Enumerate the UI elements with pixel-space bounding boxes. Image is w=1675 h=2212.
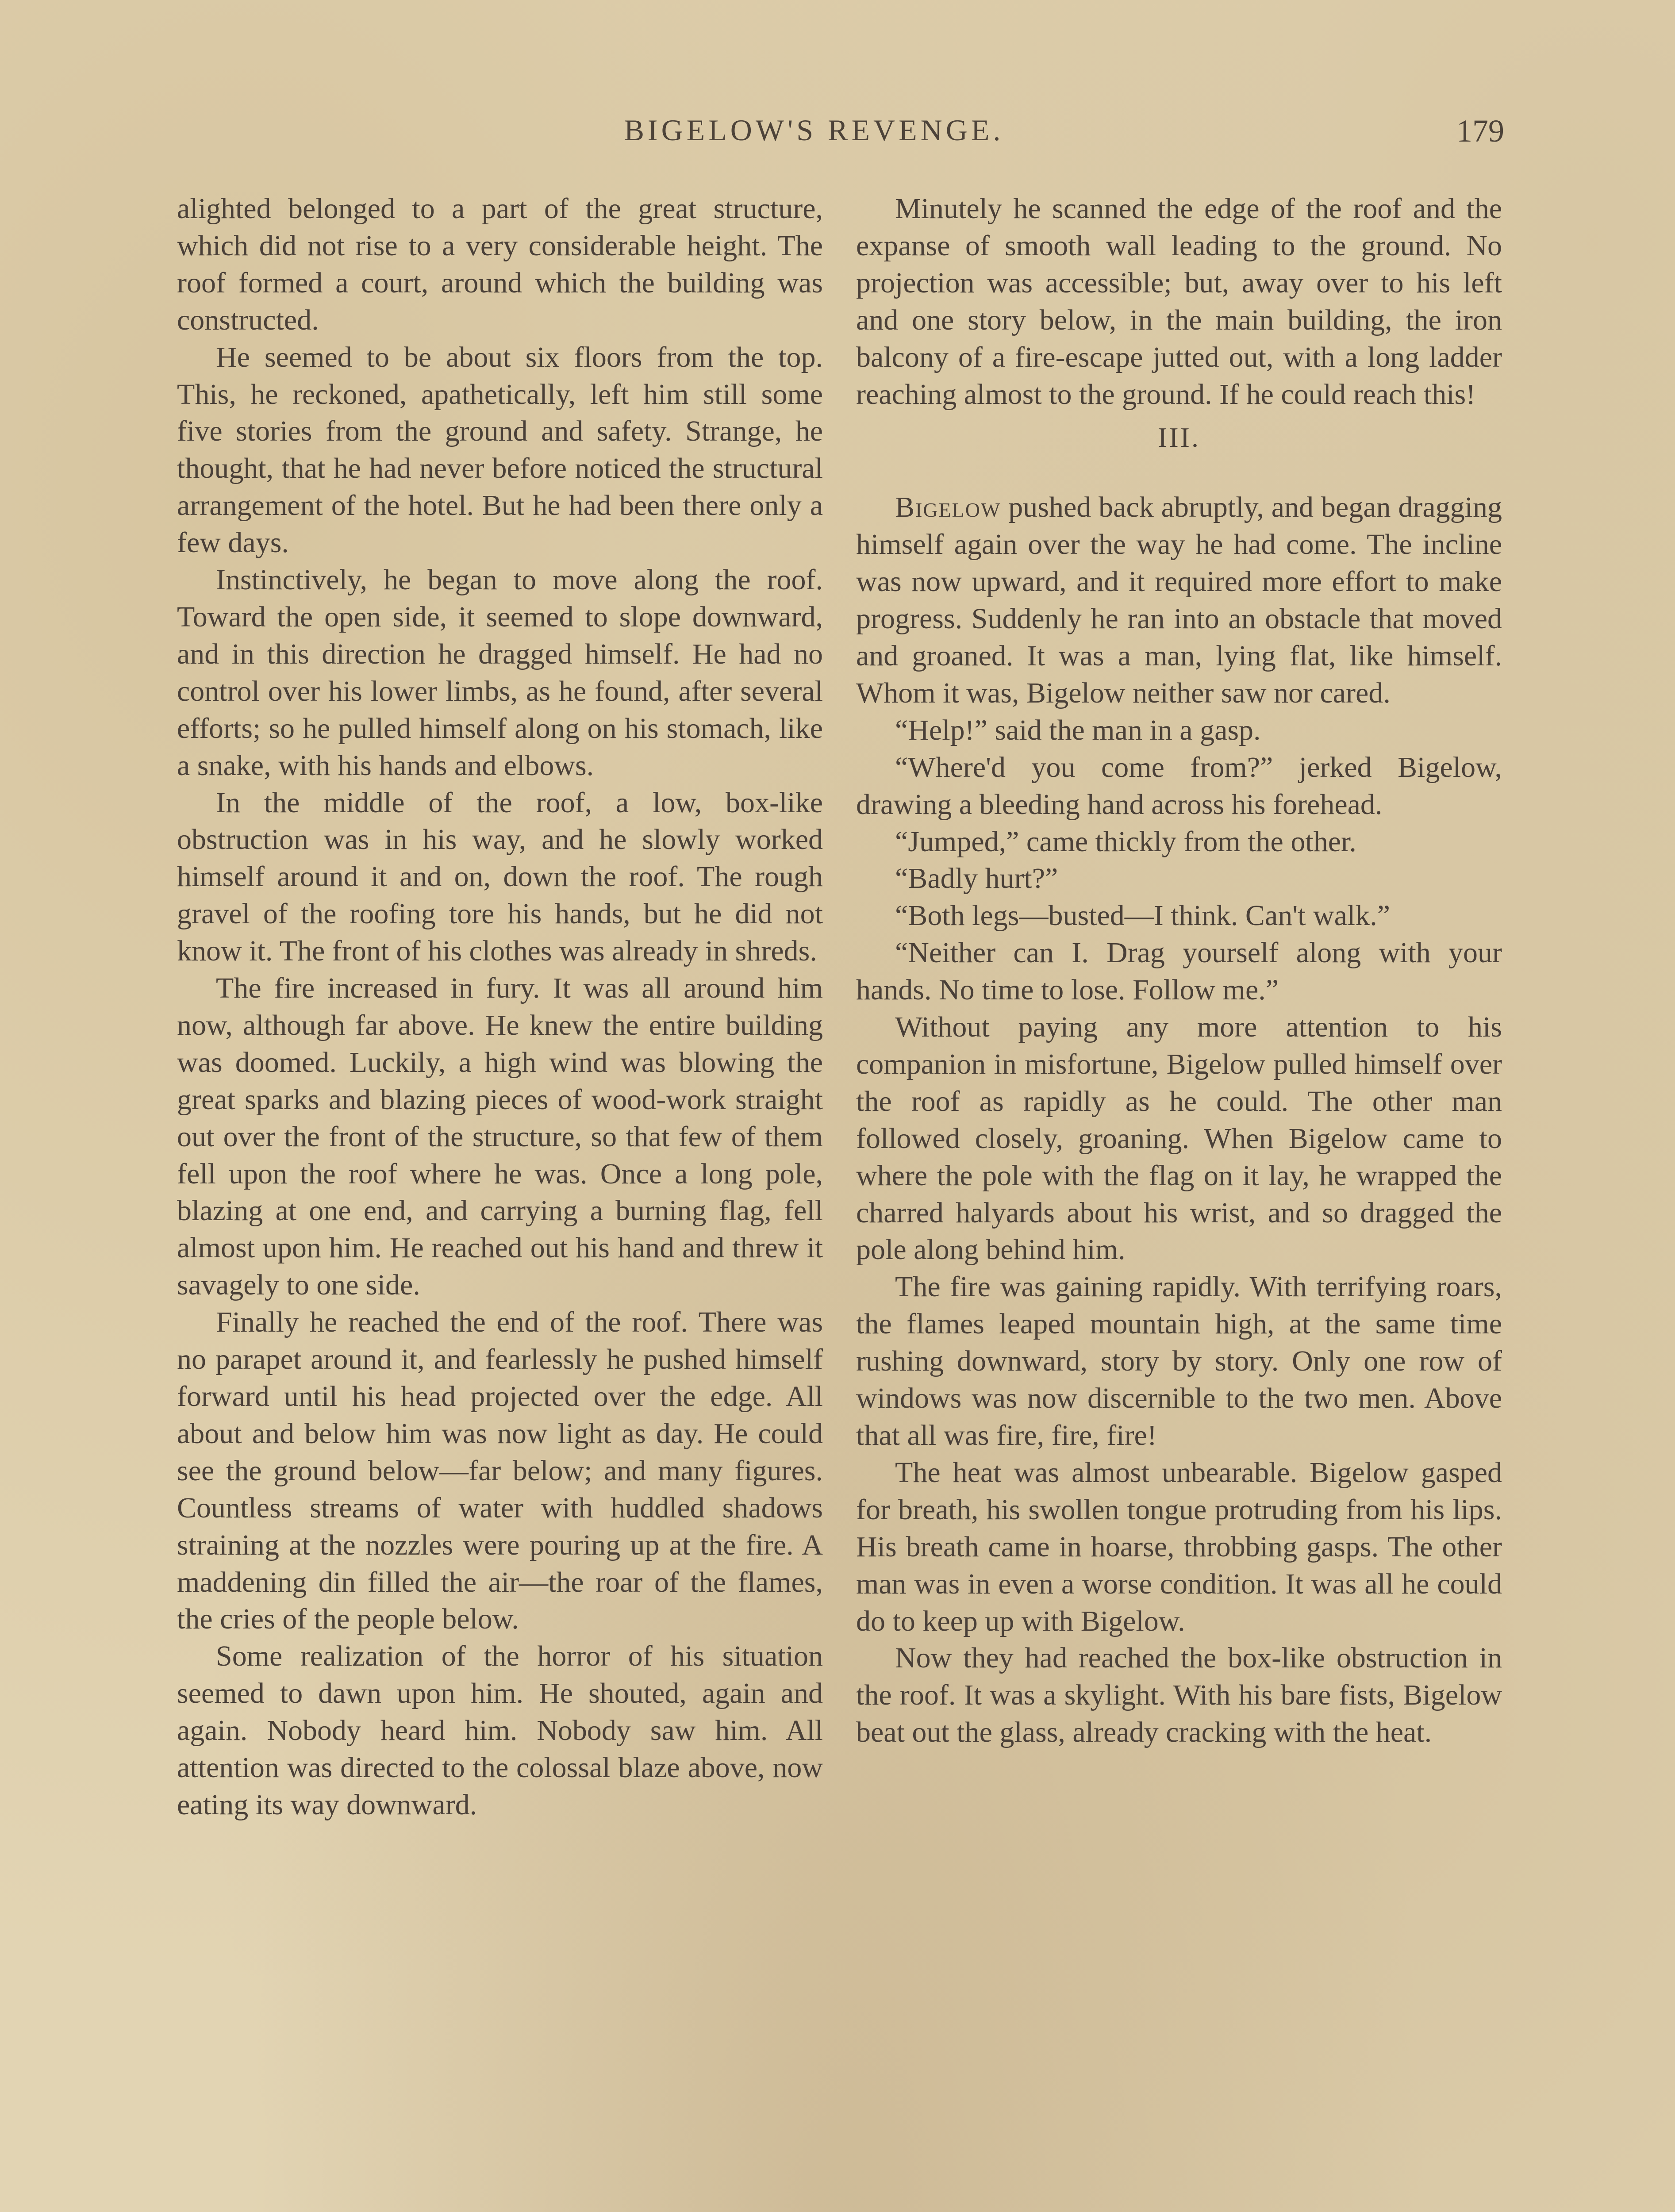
paragraph: “Help!” said the man in a gasp. [895,714,1261,746]
paragraph: Instinctively, he began to move along the roof. Toward the open side, it seemed to slope downward, and in this direction he dragged himself. He had no control over his lower limbs, as he found, after several efforts; so he pulled himself along on his stomach, like a snake, with his hands and elbows. [177,564,823,782]
paragraph: alighted belonged to a part of the great structure, which did not rise to a very considerable height. The roof formed a court, around which the building was constructed. [177,192,823,336]
paragraph: The fire was gaining rapidly. With terrifying roars, the flames leaped mountain high, at the same time rushing downward, story by story. Only one row of windows was now discernible to the two men. Above that all was fire, fire, fire! [856,1271,1502,1452]
paragraph: “Neither can I. Drag yourself along with your hands. No time to lose. Follow me.” [856,937,1502,1006]
paragraph: “Badly hurt?” [895,862,1058,895]
paragraph: In the middle of the roof, a low, box-like obstruction was in his way, and he slowly worked himself around it and on, down the roof. The rough gravel of the roofing tore his hands, but he did not know it. The front of his clothes was already in shreds. [177,786,823,968]
paragraph: “Where'd you come from?” jerked Bigelow, drawing a bleeding hand across his forehead. [856,751,1502,821]
paragraph: The heat was almost unbearable. Bigelow gasped for breath, his swollen tongue protruding from his lips. His breath came in hoarse, throbbing gasps. The other man was in even a worse condition. It was all he could do to keep up with Bigelow. [856,1456,1502,1637]
opening-word: Bigelow [895,491,1001,524]
right-column [856,190,1502,1751]
opening-paragraph-text: pushed back abruptly, and began dragging himself again over the way he had come. The incline was now upward, and it required more effort to make progress. Suddenly he ran into an obstacle that moved and groaned. It was a man, lying flat, like himself. Whom it was, Bigelow neither saw nor cared. [856,491,1502,709]
paragraph: He seemed to be about six floors from the top. This, he reckoned, apathetically, left him still some five stories from the ground and safety. Strange, he thought, that he had never before noticed the structural arrangement of the hotel. But he had been there only a few days. [177,341,823,559]
paragraph: Now they had reached the box-like obstruction in the roof. It was a skylight. With his bare fists, Bigelow beat out the glass, already cracking with the heat. [856,1642,1502,1749]
page-header [177,113,1504,166]
paragraph: Some realization of the horror of his situation seemed to dawn upon him. He shouted, again and again. Nobody heard him. Nobody saw him. All attention was directed to the colossal blaze above, now eating its way downward. [177,1640,823,1821]
section-opening-paragraph [856,489,1502,711]
section-heading: III. [1158,422,1200,453]
paragraph: Minutely he scanned the edge of the roof and the expanse of smooth wall leading to the ground. No projection was accessible; but, away over to his left and one story below, in the main building, the iron balcony of a fire-escape jutted out, with a long ladder reaching almost to the ground. If he could reach this! [856,192,1502,411]
page-number: 179 [1456,113,1504,149]
paragraph: “Both legs—busted—I think. Can't walk.” [895,899,1391,932]
paragraph: The fire increased in fury. It was all around him now, although far above. He knew the entire building was doomed. Luckily, a high wind was blowing the great sparks and blazing pieces of wood-work straight out over the front of the structure, so that few of them fell upon the roof where he was. Once a long pole, blazing at one end, and carrying a burning flag, fell almost upon him. He reached out his hand and threw it savagely to one side. [177,972,823,1302]
paragraph: Finally he reached the end of the roof. There was no parapet around it, and fearlessly he pushed himself forward until his head projected over the edge. All about and below him was now light as day. He could see the ground below—far below; and many figures. Countless streams of water with huddled shadows straining at the nozzles were pouring up at the fire. A maddening din filled the air—the roar of the flames, the cries of the people below. [177,1306,823,1636]
left-column [177,190,823,1824]
paragraph: Without paying any more attention to his companion in misfortune, Bigelow pulled himself over the roof as rapidly as he could. The other man followed closely, groaning. When Bigelow came to where the pole with the flag on it lay, he wrapped the charred halyards about his wrist, and so dragged the pole along behind him. [856,1011,1502,1266]
running-title: BIGELOW'S REVENGE. [624,113,1004,147]
paragraph: “Jumped,” came thickly from the other. [895,825,1356,858]
